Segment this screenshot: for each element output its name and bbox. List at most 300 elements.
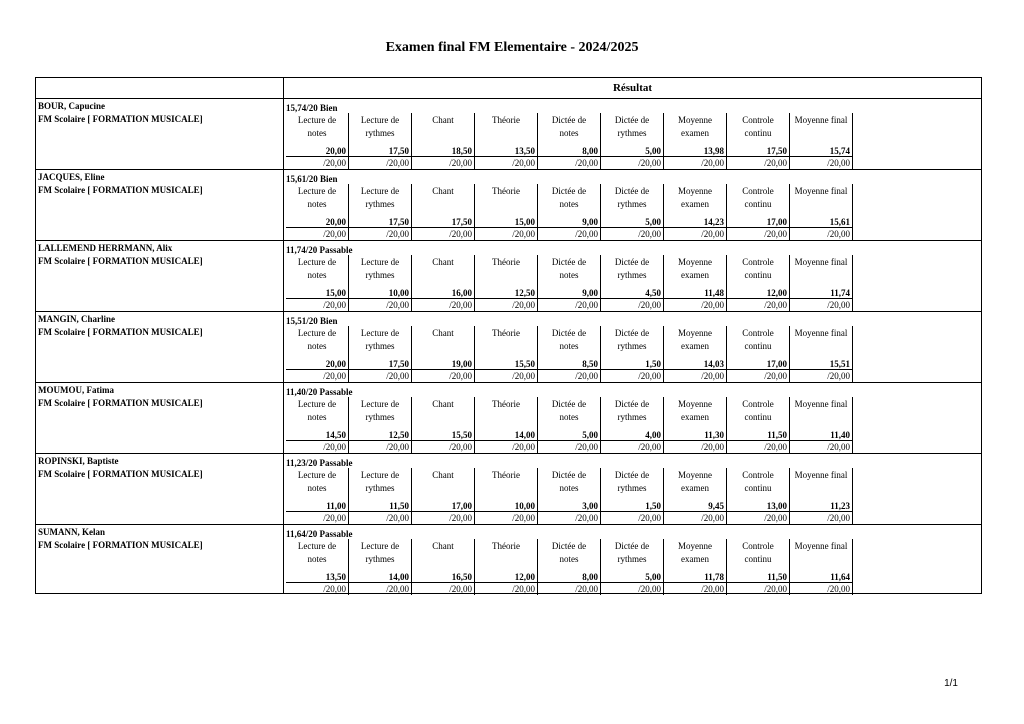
column-header-line1: Moyenne: [678, 115, 712, 125]
score-underline: [412, 298, 474, 299]
column-header-line2: rythmes: [365, 341, 395, 351]
column-header-line1: Dictée de: [614, 399, 650, 409]
score-cell: [475, 468, 538, 524]
score-value: 15,74: [829, 146, 850, 156]
score-value: 4,50: [645, 288, 661, 298]
score-value: 11,64: [830, 572, 850, 582]
score-underline: [601, 227, 663, 228]
column-header-line1: Moyenne: [678, 470, 712, 480]
column-header-line1: Chant: [432, 328, 454, 338]
score-value: 5,00: [645, 217, 661, 227]
score-value: 15,50: [451, 430, 472, 440]
score-cell: [538, 539, 601, 595]
score-cell: [664, 397, 727, 453]
score-value: 12,00: [766, 288, 787, 298]
score-value: 4,00: [645, 430, 661, 440]
score-value: 14,50: [325, 430, 346, 440]
score-cell: [538, 113, 601, 169]
score-denominator: /20,00: [575, 371, 598, 381]
score-underline: [727, 440, 789, 441]
score-cell: [475, 326, 538, 382]
column-header-line2: continu: [744, 341, 772, 351]
score-value: 8,50: [582, 359, 598, 369]
score-denominator: /20,00: [449, 584, 472, 594]
column-header-line1: Dictée de: [614, 470, 650, 480]
score-denominator: /20,00: [764, 229, 787, 239]
column-header-line2: rythmes: [617, 199, 647, 209]
score-value: 17,50: [766, 146, 787, 156]
score-value: 12,50: [388, 430, 409, 440]
column-header-line2: continu: [744, 554, 772, 564]
column-header-line2: notes: [559, 483, 579, 493]
student-summary: 11,64/20 Passable: [286, 529, 353, 539]
column-header-line1: Moyenne: [678, 186, 712, 196]
column-header-line1: Lecture de: [297, 257, 337, 267]
column-header-line1: Théorie: [492, 470, 520, 480]
student-class: FM Scolaire [ FORMATION MUSICALE]: [38, 469, 203, 479]
score-cell: [286, 468, 349, 524]
score-cell: [790, 397, 853, 453]
column-header-line2: rythmes: [365, 412, 395, 422]
score-denominator: /20,00: [764, 158, 787, 168]
column-header-line1: Chant: [432, 470, 454, 480]
score-denominator: /20,00: [512, 371, 535, 381]
score-value: 9,00: [582, 288, 598, 298]
column-header-line1: Moyenne: [678, 541, 712, 551]
score-denominator: /20,00: [827, 229, 850, 239]
score-underline: [286, 582, 348, 583]
column-header-line2: rythmes: [365, 270, 395, 280]
score-cell: [412, 539, 475, 595]
score-denominator: /20,00: [386, 442, 409, 452]
score-value: 11,00: [326, 501, 346, 511]
score-underline: [664, 227, 726, 228]
score-value: 13,00: [766, 501, 787, 511]
column-header-line1: Lecture de: [360, 186, 400, 196]
student-class: FM Scolaire [ FORMATION MUSICALE]: [38, 540, 203, 550]
score-cell: [727, 255, 790, 311]
score-underline: [790, 369, 852, 370]
column-header-line1: Lecture de: [360, 328, 400, 338]
score-value: 5,00: [645, 146, 661, 156]
score-cell: [601, 397, 664, 453]
score-value: 9,00: [582, 217, 598, 227]
score-cell: [349, 326, 412, 382]
student-name: LALLEMEND HERRMANN, Alix: [38, 243, 173, 253]
column-header-line1: Controle: [742, 541, 774, 551]
column-header-line2: rythmes: [617, 341, 647, 351]
score-underline: [412, 227, 474, 228]
score-cell: [601, 468, 664, 524]
score-denominator: /20,00: [386, 584, 409, 594]
score-denominator: /20,00: [701, 158, 724, 168]
column-header-line1: Chant: [432, 186, 454, 196]
score-cell: [538, 397, 601, 453]
score-cell: [475, 539, 538, 595]
score-underline: [538, 582, 600, 583]
score-denominator: /20,00: [701, 229, 724, 239]
score-denominator: /20,00: [764, 442, 787, 452]
score-cell: [664, 468, 727, 524]
score-denominator: /20,00: [638, 300, 661, 310]
column-header-line1: Dictée de: [551, 470, 587, 480]
score-value: 11,78: [704, 572, 724, 582]
column-header-line1: Chant: [432, 541, 454, 551]
score-underline: [286, 369, 348, 370]
score-underline: [790, 440, 852, 441]
score-underline: [412, 369, 474, 370]
score-underline: [349, 369, 411, 370]
column-header-line2: rythmes: [617, 412, 647, 422]
score-denominator: /20,00: [386, 229, 409, 239]
score-value: 16,50: [451, 572, 472, 582]
score-cell: [664, 539, 727, 595]
student-row: [36, 311, 981, 383]
score-value: 9,45: [708, 501, 724, 511]
score-cell: [475, 113, 538, 169]
score-cell: [538, 468, 601, 524]
score-denominator: /20,00: [575, 513, 598, 523]
column-header-line2: notes: [559, 128, 579, 138]
column-header-line2: notes: [307, 412, 327, 422]
score-value: 5,00: [645, 572, 661, 582]
score-denominator: /20,00: [512, 229, 535, 239]
column-header-line2: examen: [681, 412, 709, 422]
column-header-line1: Moyenne final: [794, 115, 848, 125]
score-underline: [538, 156, 600, 157]
score-cell: [790, 326, 853, 382]
score-cell: [790, 113, 853, 169]
score-denominator: /20,00: [827, 371, 850, 381]
student-row: [36, 240, 981, 312]
score-cell: [790, 468, 853, 524]
score-underline: [475, 582, 537, 583]
score-denominator: /20,00: [575, 584, 598, 594]
score-cell: [664, 113, 727, 169]
score-value: 13,98: [703, 146, 724, 156]
score-underline: [790, 582, 852, 583]
score-underline: [538, 440, 600, 441]
score-cell: [286, 255, 349, 311]
score-cell: [412, 255, 475, 311]
column-header-line2: notes: [307, 128, 327, 138]
column-header-line1: Dictée de: [614, 328, 650, 338]
score-underline: [412, 582, 474, 583]
column-header-line1: Dictée de: [551, 257, 587, 267]
score-value: 16,00: [451, 288, 472, 298]
column-header-line1: Lecture de: [297, 115, 337, 125]
score-value: 15,61: [829, 217, 850, 227]
score-underline: [727, 298, 789, 299]
student-summary: 15,51/20 Bien: [286, 316, 338, 326]
column-header-line2: examen: [681, 554, 709, 564]
score-value: 1,50: [645, 359, 661, 369]
score-value: 11,30: [704, 430, 724, 440]
column-header-line2: examen: [681, 483, 709, 493]
score-denominator: /20,00: [575, 300, 598, 310]
score-cell: [601, 326, 664, 382]
score-cell: [664, 184, 727, 240]
column-header-line1: Théorie: [492, 541, 520, 551]
score-cell: [727, 468, 790, 524]
score-value: 10,00: [388, 288, 409, 298]
score-underline: [412, 511, 474, 512]
score-underline: [790, 156, 852, 157]
column-header-line2: examen: [681, 199, 709, 209]
score-cell: [601, 539, 664, 595]
score-value: 18,50: [451, 146, 472, 156]
score-denominator: /20,00: [827, 158, 850, 168]
student-class: FM Scolaire [ FORMATION MUSICALE]: [38, 327, 203, 337]
column-header-line1: Dictée de: [551, 115, 587, 125]
score-value: 11,50: [389, 501, 409, 511]
score-denominator: /20,00: [638, 442, 661, 452]
score-value: 15,51: [829, 359, 850, 369]
column-header-line2: continu: [744, 199, 772, 209]
score-underline: [727, 227, 789, 228]
column-header-line2: rythmes: [365, 199, 395, 209]
score-underline: [349, 298, 411, 299]
score-denominator: /20,00: [575, 158, 598, 168]
student-summary: 11,40/20 Passable: [286, 387, 353, 397]
student-row: [36, 169, 981, 241]
score-underline: [601, 298, 663, 299]
score-denominator: /20,00: [638, 584, 661, 594]
score-underline: [286, 156, 348, 157]
score-denominator: /20,00: [386, 371, 409, 381]
column-header-line1: Moyenne: [678, 257, 712, 267]
column-header-line2: notes: [559, 341, 579, 351]
score-value: 17,00: [766, 359, 787, 369]
score-underline: [727, 582, 789, 583]
score-underline: [727, 156, 789, 157]
student-name: MANGIN, Charline: [38, 314, 115, 324]
column-header-line2: examen: [681, 128, 709, 138]
score-cell: [475, 184, 538, 240]
score-underline: [349, 227, 411, 228]
column-header-line1: Lecture de: [360, 541, 400, 551]
score-value: 8,00: [582, 146, 598, 156]
score-underline: [601, 369, 663, 370]
score-denominator: /20,00: [701, 371, 724, 381]
column-header-line2: continu: [744, 128, 772, 138]
score-value: 14,23: [703, 217, 724, 227]
score-denominator: /20,00: [323, 442, 346, 452]
score-underline: [727, 369, 789, 370]
column-header-line1: Chant: [432, 399, 454, 409]
score-denominator: /20,00: [575, 229, 598, 239]
score-denominator: /20,00: [323, 371, 346, 381]
score-cell: [664, 326, 727, 382]
score-cell: [475, 397, 538, 453]
score-underline: [790, 511, 852, 512]
score-underline: [790, 298, 852, 299]
column-header-line1: Lecture de: [360, 399, 400, 409]
column-header-line1: Moyenne final: [794, 470, 848, 480]
score-underline: [475, 511, 537, 512]
student-class: FM Scolaire [ FORMATION MUSICALE]: [38, 185, 203, 195]
column-header-line2: rythmes: [617, 128, 647, 138]
score-value: 11,23: [830, 501, 850, 511]
column-header-line1: Dictée de: [614, 541, 650, 551]
column-header-line2: continu: [744, 483, 772, 493]
score-value: 20,00: [325, 146, 346, 156]
score-cell: [286, 539, 349, 595]
score-denominator: /20,00: [638, 371, 661, 381]
score-cell: [538, 184, 601, 240]
score-cell: [727, 539, 790, 595]
score-denominator: /20,00: [449, 442, 472, 452]
column-header-line1: Controle: [742, 257, 774, 267]
score-denominator: /20,00: [764, 584, 787, 594]
score-underline: [412, 156, 474, 157]
score-cell: [349, 255, 412, 311]
score-denominator: /20,00: [638, 158, 661, 168]
score-value: 17,50: [388, 359, 409, 369]
score-value: 12,50: [514, 288, 535, 298]
score-cell: [349, 539, 412, 595]
column-header-line1: Moyenne final: [794, 541, 848, 551]
column-header-line1: Moyenne: [678, 328, 712, 338]
student-name: MOUMOU, Fatima: [38, 385, 114, 395]
score-underline: [475, 156, 537, 157]
score-underline: [286, 298, 348, 299]
column-header-line2: notes: [307, 483, 327, 493]
column-header-line1: Moyenne final: [794, 186, 848, 196]
score-value: 3,00: [582, 501, 598, 511]
score-denominator: /20,00: [764, 513, 787, 523]
score-cell: [412, 326, 475, 382]
score-underline: [538, 227, 600, 228]
score-underline: [475, 369, 537, 370]
score-value: 17,50: [388, 146, 409, 156]
score-value: 5,00: [582, 430, 598, 440]
score-underline: [790, 227, 852, 228]
score-underline: [601, 156, 663, 157]
score-cell: [727, 397, 790, 453]
score-denominator: /20,00: [701, 513, 724, 523]
score-value: 17,50: [388, 217, 409, 227]
column-header-line2: continu: [744, 270, 772, 280]
score-value: 12,00: [514, 572, 535, 582]
score-cell: [790, 539, 853, 595]
column-header-line2: rythmes: [365, 483, 395, 493]
score-cell: [349, 397, 412, 453]
student-name: ROPINSKI, Baptiste: [38, 456, 119, 466]
score-underline: [664, 511, 726, 512]
score-value: 15,50: [514, 359, 535, 369]
score-cell: [790, 184, 853, 240]
column-header-line2: notes: [559, 270, 579, 280]
column-header-line1: Dictée de: [551, 399, 587, 409]
column-header-line1: Dictée de: [551, 541, 587, 551]
column-header-line1: Théorie: [492, 399, 520, 409]
score-denominator: /20,00: [386, 513, 409, 523]
score-underline: [664, 440, 726, 441]
column-header-line2: examen: [681, 270, 709, 280]
score-value: 17,00: [766, 217, 787, 227]
score-value: 14,00: [388, 572, 409, 582]
column-header-line1: Théorie: [492, 328, 520, 338]
score-value: 20,00: [325, 359, 346, 369]
score-cell: [727, 184, 790, 240]
score-value: 11,48: [704, 288, 724, 298]
score-value: 11,50: [767, 430, 787, 440]
score-value: 19,00: [451, 359, 472, 369]
score-denominator: /20,00: [512, 442, 535, 452]
score-denominator: /20,00: [764, 300, 787, 310]
results-header: Résultat: [612, 82, 653, 94]
column-header-line1: Lecture de: [297, 328, 337, 338]
score-denominator: /20,00: [323, 158, 346, 168]
column-header-line1: Controle: [742, 186, 774, 196]
score-underline: [475, 440, 537, 441]
score-value: 8,00: [582, 572, 598, 582]
column-header-line2: notes: [559, 554, 579, 564]
score-cell: [349, 113, 412, 169]
student-summary: 15,61/20 Bien: [286, 174, 338, 184]
score-underline: [349, 156, 411, 157]
score-denominator: /20,00: [386, 300, 409, 310]
score-cell: [664, 255, 727, 311]
score-underline: [664, 156, 726, 157]
score-cell: [286, 184, 349, 240]
column-header-line1: Moyenne final: [794, 328, 848, 338]
column-header-line1: Dictée de: [551, 186, 587, 196]
score-underline: [727, 511, 789, 512]
score-value: 11,50: [767, 572, 787, 582]
student-class: FM Scolaire [ FORMATION MUSICALE]: [38, 398, 203, 408]
score-underline: [664, 298, 726, 299]
score-underline: [349, 582, 411, 583]
score-value: 17,00: [451, 501, 472, 511]
score-underline: [286, 227, 348, 228]
column-header-line2: rythmes: [617, 483, 647, 493]
student-class: FM Scolaire [ FORMATION MUSICALE]: [38, 114, 203, 124]
score-cell: [538, 326, 601, 382]
score-value: 14,00: [514, 430, 535, 440]
column-header-line2: notes: [307, 341, 327, 351]
student-row: [36, 453, 981, 525]
column-header-line1: Chant: [432, 115, 454, 125]
score-value: 11,74: [830, 288, 850, 298]
column-header-line2: continu: [744, 412, 772, 422]
column-header-line1: Controle: [742, 470, 774, 480]
score-value: 15,00: [514, 217, 535, 227]
score-underline: [349, 440, 411, 441]
score-underline: [601, 440, 663, 441]
score-denominator: /20,00: [701, 442, 724, 452]
score-value: 1,50: [645, 501, 661, 511]
score-value: 15,00: [325, 288, 346, 298]
score-denominator: /20,00: [827, 513, 850, 523]
column-header-line1: Controle: [742, 115, 774, 125]
score-denominator: /20,00: [638, 229, 661, 239]
score-cell: [286, 397, 349, 453]
column-header-line1: Lecture de: [360, 470, 400, 480]
score-value: 14,03: [703, 359, 724, 369]
score-value: 20,00: [325, 217, 346, 227]
student-row: [36, 524, 981, 596]
score-cell: [412, 468, 475, 524]
score-cell: [349, 184, 412, 240]
column-header-line1: Théorie: [492, 115, 520, 125]
page-title: Examen final FM Elementaire - 2024/2025: [385, 40, 639, 55]
score-value: 13,50: [514, 146, 535, 156]
column-header-line1: Théorie: [492, 186, 520, 196]
column-header-line1: Controle: [742, 328, 774, 338]
column-header-line1: Lecture de: [297, 399, 337, 409]
